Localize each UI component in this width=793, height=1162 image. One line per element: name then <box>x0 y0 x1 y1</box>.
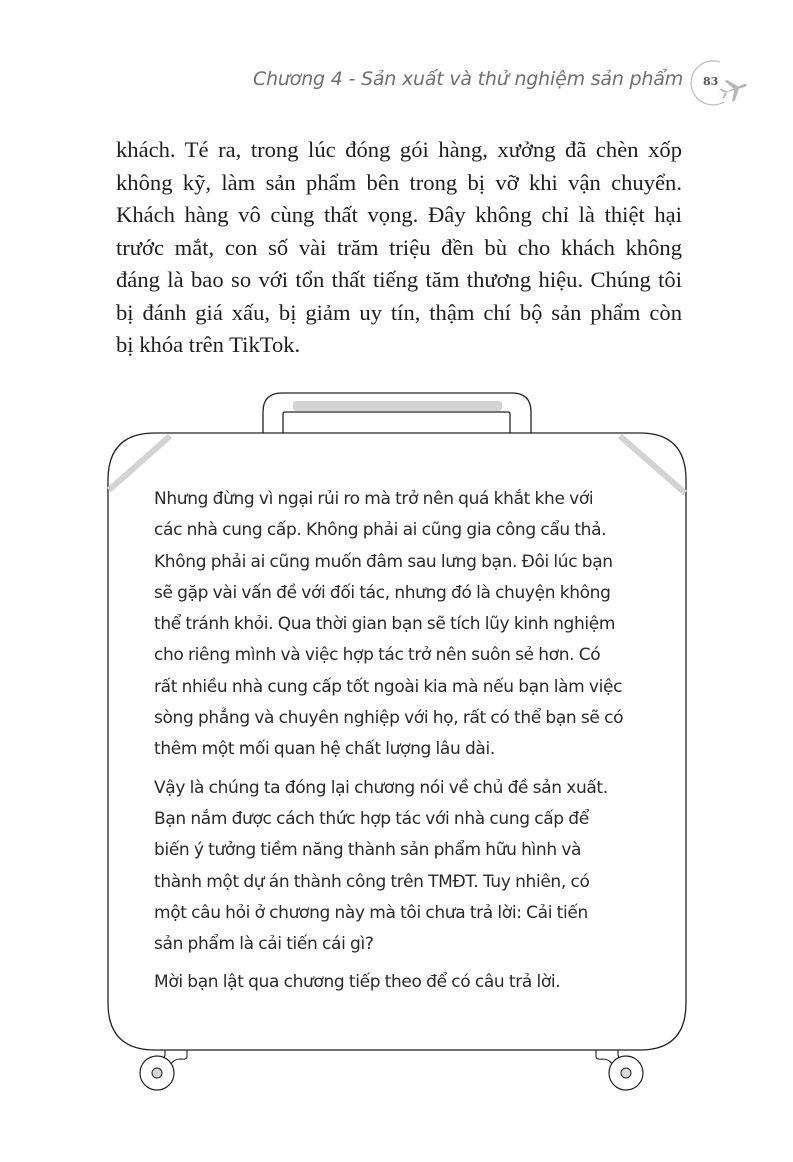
page-number: 83 <box>703 75 719 88</box>
text-line: thêm một mối quan hệ chất lượng lâu dài. <box>154 739 495 760</box>
callout-paragraph <box>154 967 642 998</box>
text-line: các nhà cung cấp. Không phải ai cũng gia công cẩu thả. <box>154 520 607 541</box>
text-line: khách. Té ra, trong lúc đóng gói hàng, xưởng đã chèn xốp <box>116 137 682 162</box>
callout-paragraph <box>154 773 642 961</box>
text-line: Vậy là chúng ta đóng lại chương nói về chủ đề sản xuất. <box>154 777 608 798</box>
text-line: bị đánh giá xấu, bị giảm uy tín, thậm chí bộ sản phẩm còn <box>116 299 682 325</box>
handle-grip <box>293 401 502 411</box>
text-line: trước mắt, con số vài trăm triệu đền bù cho khách không <box>116 234 682 260</box>
wheel-right <box>596 1050 643 1090</box>
text-line: cho riêng mình và việc hợp tác trở nên suôn sẻ hơn. Có <box>154 645 601 666</box>
corner-stripe <box>109 436 170 490</box>
callout-paragraph <box>154 484 642 766</box>
text-line: thể tránh khỏi. Qua thời gian bạn sẽ tích lũy kinh nghiệm <box>154 614 616 635</box>
text-line: rất nhiều nhà cung cấp tốt ngoài kia mà nếu bạn làm việc <box>154 676 623 697</box>
wheel-left <box>140 1050 187 1090</box>
text-line: Mời bạn lật qua chương tiếp theo để có câu trả lời. <box>154 972 561 993</box>
text-line: Nhưng đừng vì ngại rủi ro mà trở nên quá khắt khe với <box>154 489 594 509</box>
text-line: đáng là bao so với tổn thất tiếng tăm thương hiệu. Chúng tôi <box>116 267 682 292</box>
text-line: không kỹ, làm sản phẩm bên trong bị vỡ khi vận chuyển. <box>116 169 682 195</box>
text-line: Bạn nắm được cách thức hợp tác với nhà cung cấp để <box>154 808 589 829</box>
chapter-title: Chương 4 - Sản xuất và thử nghiệm sản phẩm <box>253 68 683 90</box>
text-line: bị khóa trên TikTok. <box>116 332 301 357</box>
text-line: một câu hỏi ở chương này mà tôi chưa trả lời: Cải tiến <box>154 902 588 923</box>
text-line: sản phẩm là cải tiến cái gì? <box>154 934 374 955</box>
text-line: thành một dự án thành công trên TMĐT. Tuy nhiên, có <box>154 871 590 892</box>
text-line: sẽ gặp vài vấn đề với đối tác, nhưng đó là chuyện không <box>154 582 611 603</box>
callout-text <box>154 484 642 1006</box>
text-line: biến ý tưởng tiềm năng thành sản phẩm hữu hình và <box>154 840 582 861</box>
text-line: Khách hàng vô cùng thất vọng. Đây không chỉ là thiệt hại <box>116 202 682 227</box>
text-line: sòng phẳng và chuyên nghiệp với họ, rất có thể bạn sẽ có <box>154 708 624 729</box>
text-line: Không phải ai cũng muốn đâm sau lưng bạn. Đôi lúc bạn <box>154 551 613 572</box>
suitcase-handle <box>263 393 531 433</box>
